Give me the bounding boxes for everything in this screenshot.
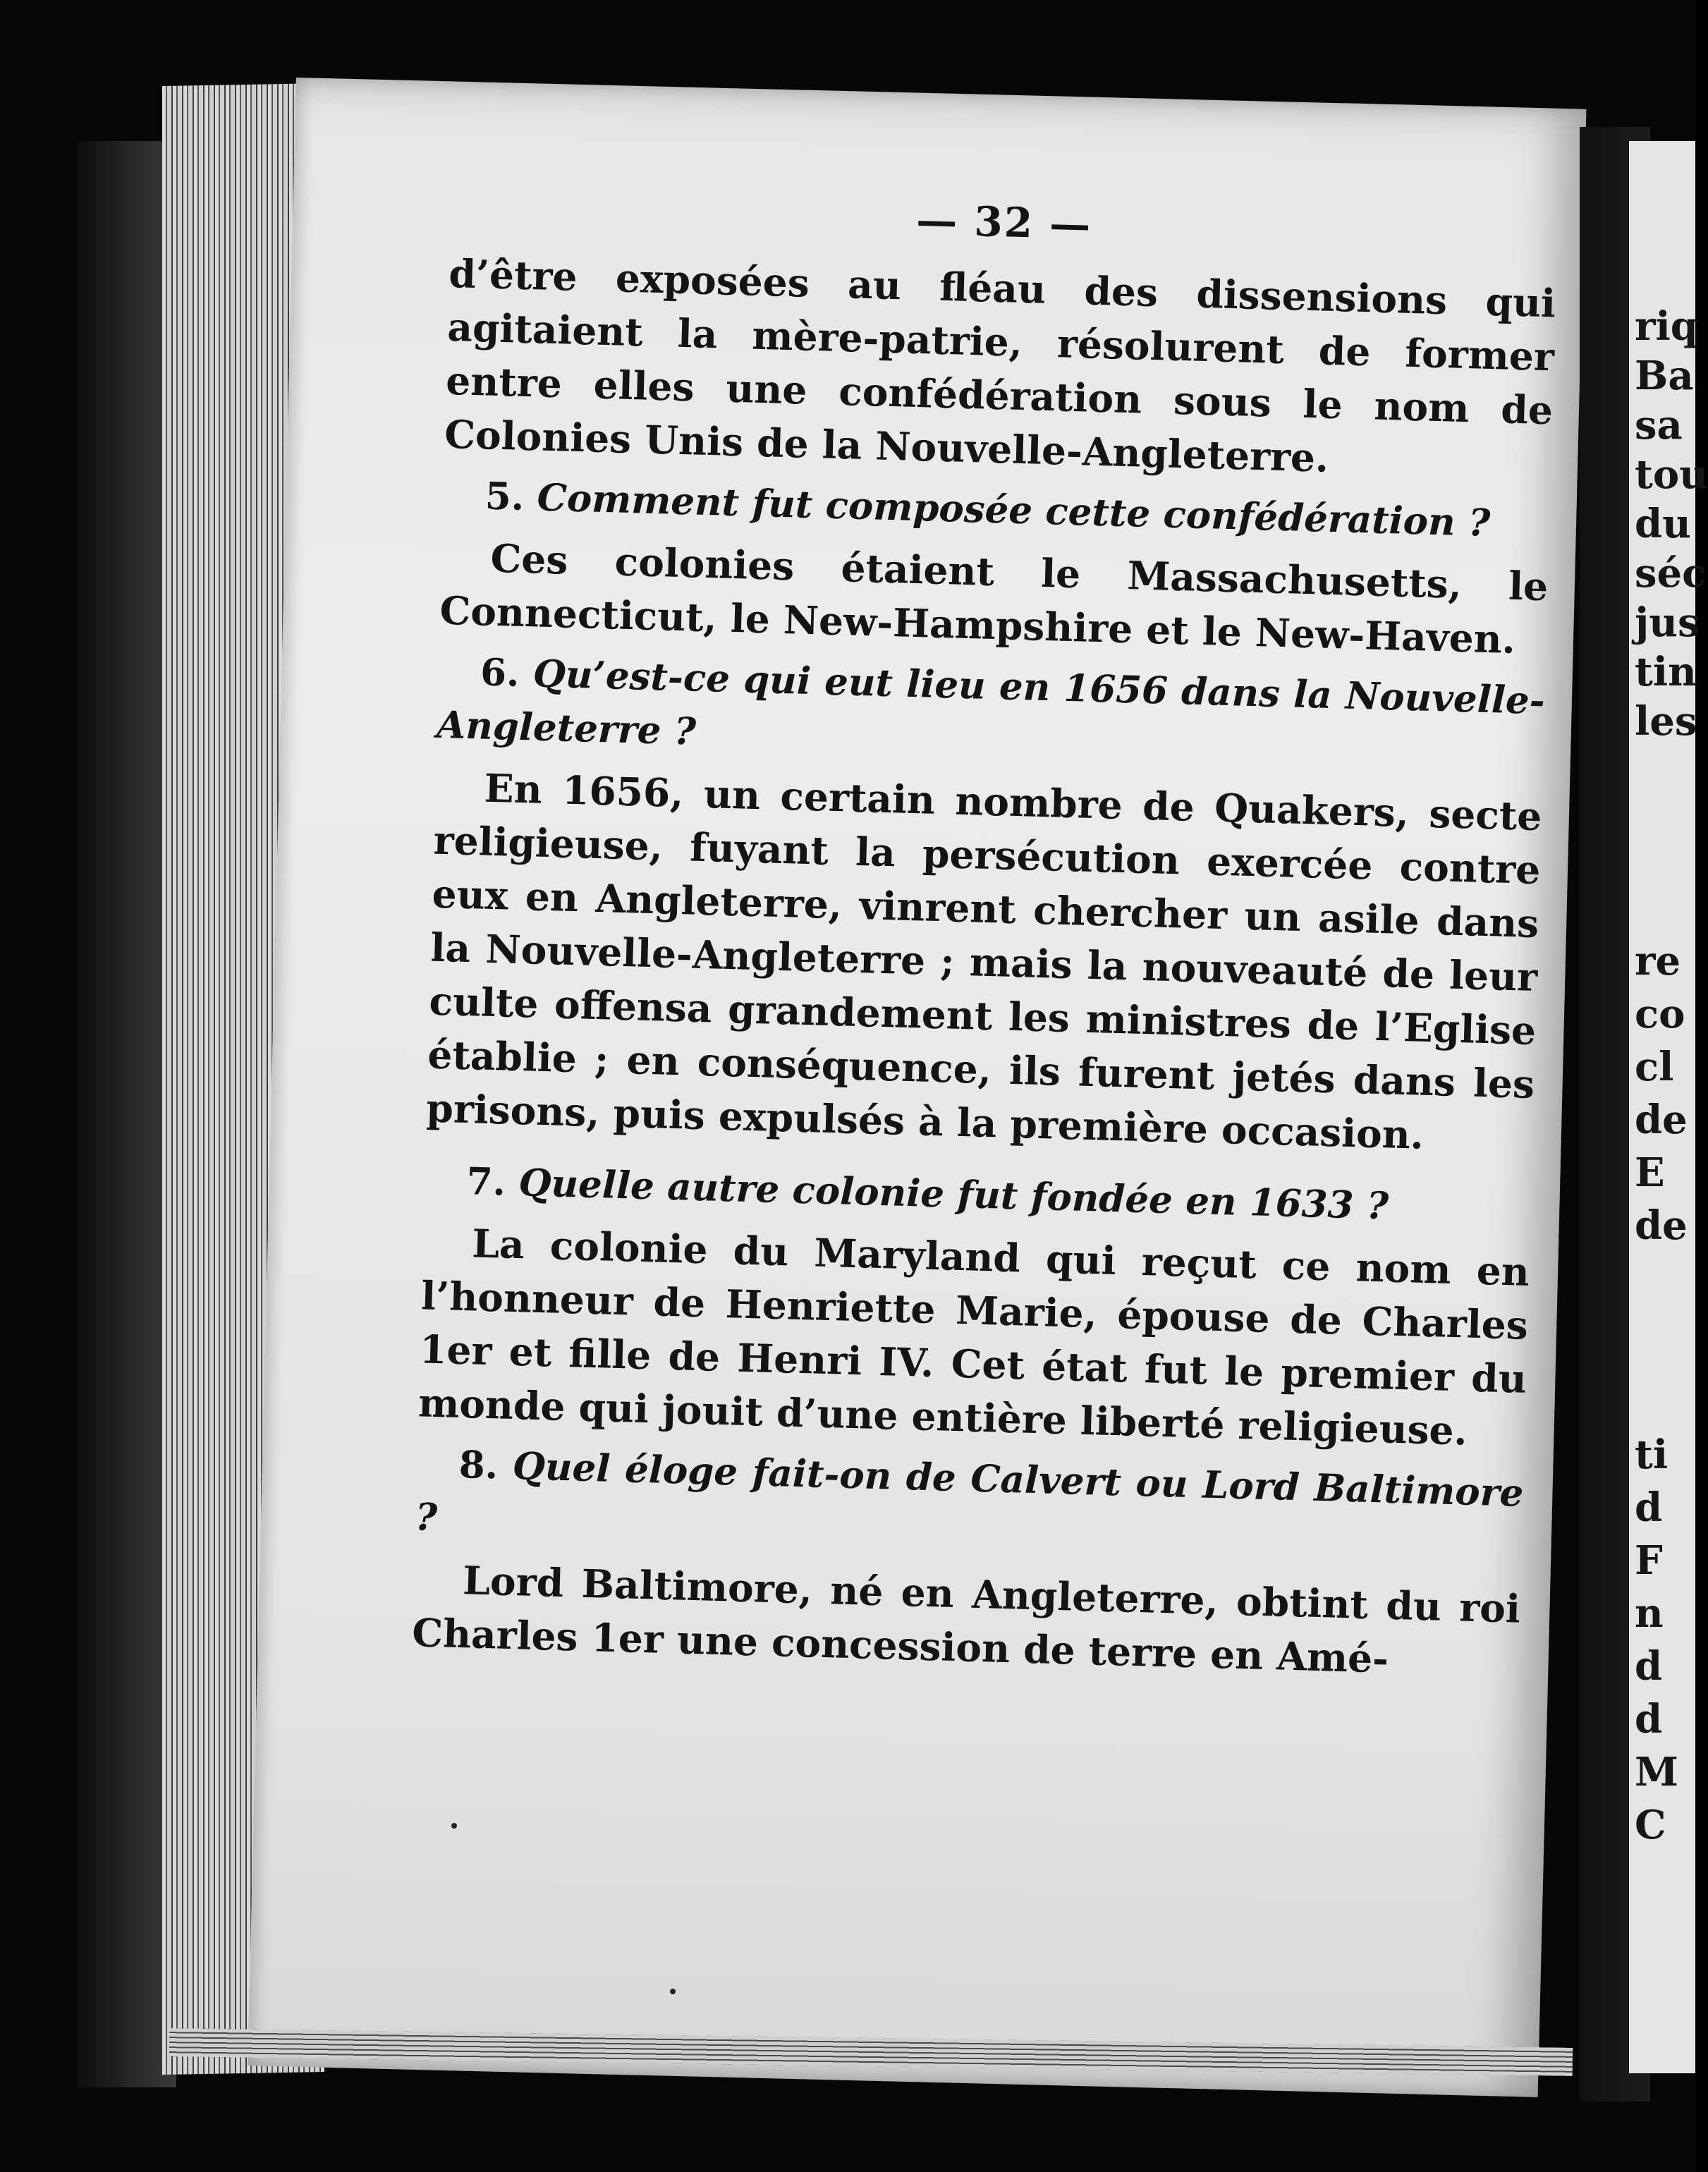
facing-page-fragment: les: [1635, 698, 1697, 745]
facing-page-fragment: du: [1635, 501, 1691, 547]
question-number: 5.: [484, 474, 525, 519]
facing-page-fragment: tou: [1635, 451, 1708, 498]
question-number: 6.: [480, 650, 520, 695]
print-speck: [451, 1823, 457, 1829]
facing-page-fragment: sa: [1635, 402, 1683, 449]
facing-page-fragment: riq: [1635, 303, 1698, 350]
facing-page-fragment: Ba: [1635, 353, 1694, 399]
page-text-block: [411, 183, 1558, 1690]
facing-page-fragment: tin: [1635, 649, 1697, 695]
print-speck: [670, 1989, 676, 1994]
facing-page-fragment: de: [1635, 1097, 1688, 1143]
answer-5: Ces colonies étaient le Massachusetts, le Connecticut, le New-Hampshire et le New-Haven.: [439, 535, 1549, 663]
facing-page-fragment: co: [1635, 991, 1685, 1037]
facing-page-fragment: ti: [1635, 1432, 1669, 1478]
facing-page-fragment: n: [1635, 1590, 1664, 1637]
facing-page-fragment: C: [1635, 1802, 1666, 1848]
answer-8: Lord Baltimore, né en Angleterre, obtint du roi Charles 1er une concession de terre en Amé-: [411, 1557, 1521, 1682]
facing-page-fragment: séc: [1635, 550, 1707, 597]
facing-page-fragment: d: [1635, 1484, 1663, 1531]
question-text: Qu’est-ce qui eut lieu en 1656 dans la Nouvelle-Angleterre ?: [436, 652, 1546, 754]
facing-page-fragment: d: [1635, 1696, 1663, 1743]
facing-page-fragment: E: [1635, 1149, 1665, 1196]
question-number: 8.: [458, 1442, 499, 1488]
question-text: Quelle autre colonie fut fondée en 1633 ?: [518, 1161, 1389, 1228]
facing-page-fragment: M: [1635, 1749, 1678, 1795]
answer-7: La colonie du Maryland qui reçut ce nom en l’honneur de Henriette Marie, épouse de Charles 1er et fille de Henri IV. Cet état fut le premier du monde qui jouit d’une entière liberté religieuse.: [417, 1220, 1530, 1454]
question-6: [436, 645, 1546, 781]
question-text: Quel éloge fait-on de Calvert ou Lord Baltimore ?: [414, 1444, 1525, 1540]
facing-page-fragment: jus: [1635, 599, 1700, 646]
answer-6: En 1656, un certain nombre de Quakers, secte religieuse, fuyant la persécution exercée contre eux en Angleterre, vinrent chercher un asile dans la Nouvelle-Angleterre ; mais la nouveauté de leur culte offensa grandement les ministres de l’Eglise établie ; en conséquence, ils furent jetés dans les prisons, puis expulsés à la première occasion.: [425, 764, 1543, 1158]
question-8: [415, 1436, 1525, 1573]
facing-page-fragment: de: [1635, 1202, 1688, 1249]
facing-page-fragment: re: [1635, 938, 1681, 984]
question-number: 7.: [465, 1159, 506, 1204]
facing-page-fragment: F: [1635, 1537, 1663, 1584]
facing-page: [1629, 141, 1708, 2073]
book-cover-shadow: [78, 141, 176, 2087]
facing-page-fragment: cl: [1635, 1044, 1674, 1090]
continuation-paragraph: d’être exposées au fléau des dissensions qui agitaient la mère-patrie, résolurent de former entre elles une confédération sous le nom de Colonies Unis de la Nouvelle-Angleterre.: [444, 250, 1556, 481]
question-text: Comment fut composée cette confédération ?: [536, 475, 1491, 546]
facing-page-fragment: d: [1635, 1643, 1663, 1690]
page-number: — 32 —: [915, 195, 1093, 249]
